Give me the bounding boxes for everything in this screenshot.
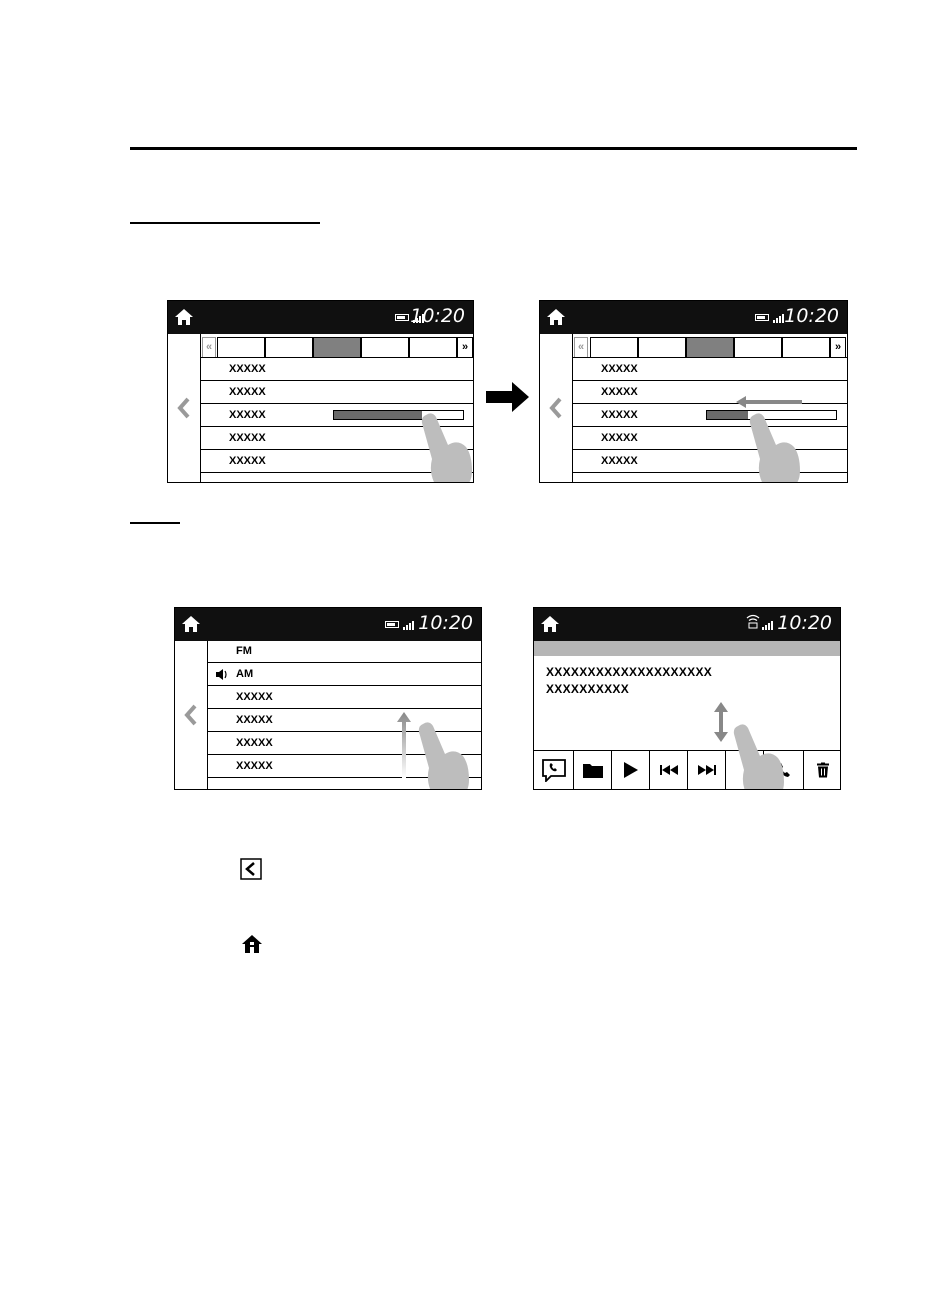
section-rule (130, 147, 857, 150)
list-item[interactable]: XXXXX (200, 427, 473, 450)
swipe-left-arrow-icon (736, 396, 802, 408)
home-icon[interactable] (540, 615, 560, 633)
tab-scroll-right[interactable]: » (457, 337, 473, 357)
finger-icon (730, 720, 790, 790)
finger-icon (418, 409, 474, 483)
list-item[interactable]: XXXXX (572, 450, 847, 473)
list-item[interactable]: XXXXX (572, 358, 847, 381)
list-item[interactable]: XXXXX (207, 755, 481, 778)
arrow-right-icon (486, 380, 530, 414)
scroll-vertical-arrow-icon (714, 702, 728, 742)
message-line-2: XXXXXXXXXX (546, 682, 630, 696)
chevron-left-icon (240, 858, 262, 880)
tab-scroll-right[interactable]: » (830, 337, 846, 357)
slider-fill (334, 411, 422, 419)
slider-fill (707, 411, 748, 419)
tab-4[interactable] (361, 337, 409, 357)
next-icon (698, 765, 716, 775)
list-item[interactable]: XXXXX (207, 709, 481, 732)
home-icon[interactable] (174, 308, 194, 326)
tab-2[interactable] (638, 337, 686, 357)
list-item[interactable]: XXXXX (572, 404, 847, 427)
previous-button[interactable] (649, 751, 687, 789)
message-toolbar (534, 750, 840, 789)
clock: 10:20 (784, 305, 839, 327)
chevron-left-icon[interactable] (175, 397, 193, 419)
play-button[interactable] (611, 751, 649, 789)
screen-message (533, 607, 841, 790)
tab-scroll-left[interactable]: « (202, 337, 216, 357)
back-sidebar[interactable] (540, 334, 573, 482)
signal-icon (403, 620, 417, 630)
chevron-left-icon[interactable] (182, 704, 200, 726)
swipe-up-arrow-icon (397, 712, 411, 778)
clock: 10:20 (410, 305, 465, 327)
message-header-bar (534, 641, 840, 656)
finger-icon (746, 409, 806, 483)
list-item[interactable]: XXXXX (207, 686, 481, 709)
clock: 10:20 (777, 612, 832, 634)
phone-message-button[interactable] (534, 751, 573, 789)
next-button[interactable] (687, 751, 725, 789)
home-icon[interactable] (546, 308, 566, 326)
status-bar (168, 301, 473, 334)
signal-icon (762, 620, 776, 630)
wifi-icon (746, 613, 760, 629)
tab-1[interactable] (217, 337, 265, 357)
home-icon (241, 934, 263, 954)
tab-bar (200, 334, 473, 358)
status-bar (534, 608, 840, 641)
screen-slide-before (167, 300, 474, 483)
finger-icon (415, 718, 475, 790)
tab-3[interactable] (313, 337, 361, 357)
battery-icon (755, 314, 769, 321)
trash-icon (817, 763, 829, 778)
chevron-left-icon[interactable] (547, 397, 565, 419)
list-item[interactable]: XXXXX (200, 404, 473, 427)
tab-5[interactable] (409, 337, 457, 357)
list-item[interactable]: FM (207, 640, 481, 663)
home-icon[interactable] (181, 615, 201, 633)
speaker-icon (216, 669, 229, 680)
battery-icon (385, 621, 399, 628)
folder-button[interactable] (573, 751, 611, 789)
tab-5[interactable] (782, 337, 830, 357)
tab-3[interactable] (686, 337, 734, 357)
message-line-1: XXXXXXXXXXXXXXXXXXXX (546, 665, 713, 679)
heading-underline-2 (130, 522, 180, 524)
tab-bar (572, 334, 847, 358)
screen-slide-after (539, 300, 848, 483)
tab-2[interactable] (265, 337, 313, 357)
clock: 10:20 (418, 612, 473, 634)
delete-button[interactable] (803, 751, 841, 789)
list-item[interactable]: XXXXX (572, 427, 847, 450)
list-item[interactable]: XXXXX (200, 358, 473, 381)
battery-icon (395, 314, 409, 321)
phone-message-icon (541, 758, 567, 782)
list-item[interactable]: XXXXX (207, 732, 481, 755)
screen-radio-list (174, 607, 482, 790)
previous-icon (660, 765, 678, 775)
status-bar (175, 608, 481, 641)
status-bar (540, 301, 847, 334)
list-item[interactable]: AM (207, 663, 481, 686)
tab-4[interactable] (734, 337, 782, 357)
tab-scroll-left[interactable]: « (574, 337, 588, 357)
list-item[interactable]: XXXXX (200, 381, 473, 404)
heading-underline-1 (130, 222, 320, 224)
back-sidebar[interactable] (175, 641, 208, 789)
list-item[interactable]: XXXXX (572, 381, 847, 404)
tab-1[interactable] (590, 337, 638, 357)
back-sidebar[interactable] (168, 334, 201, 482)
folder-icon (583, 762, 603, 778)
play-icon (624, 762, 638, 778)
list-item[interactable]: XXXXX (200, 450, 473, 473)
